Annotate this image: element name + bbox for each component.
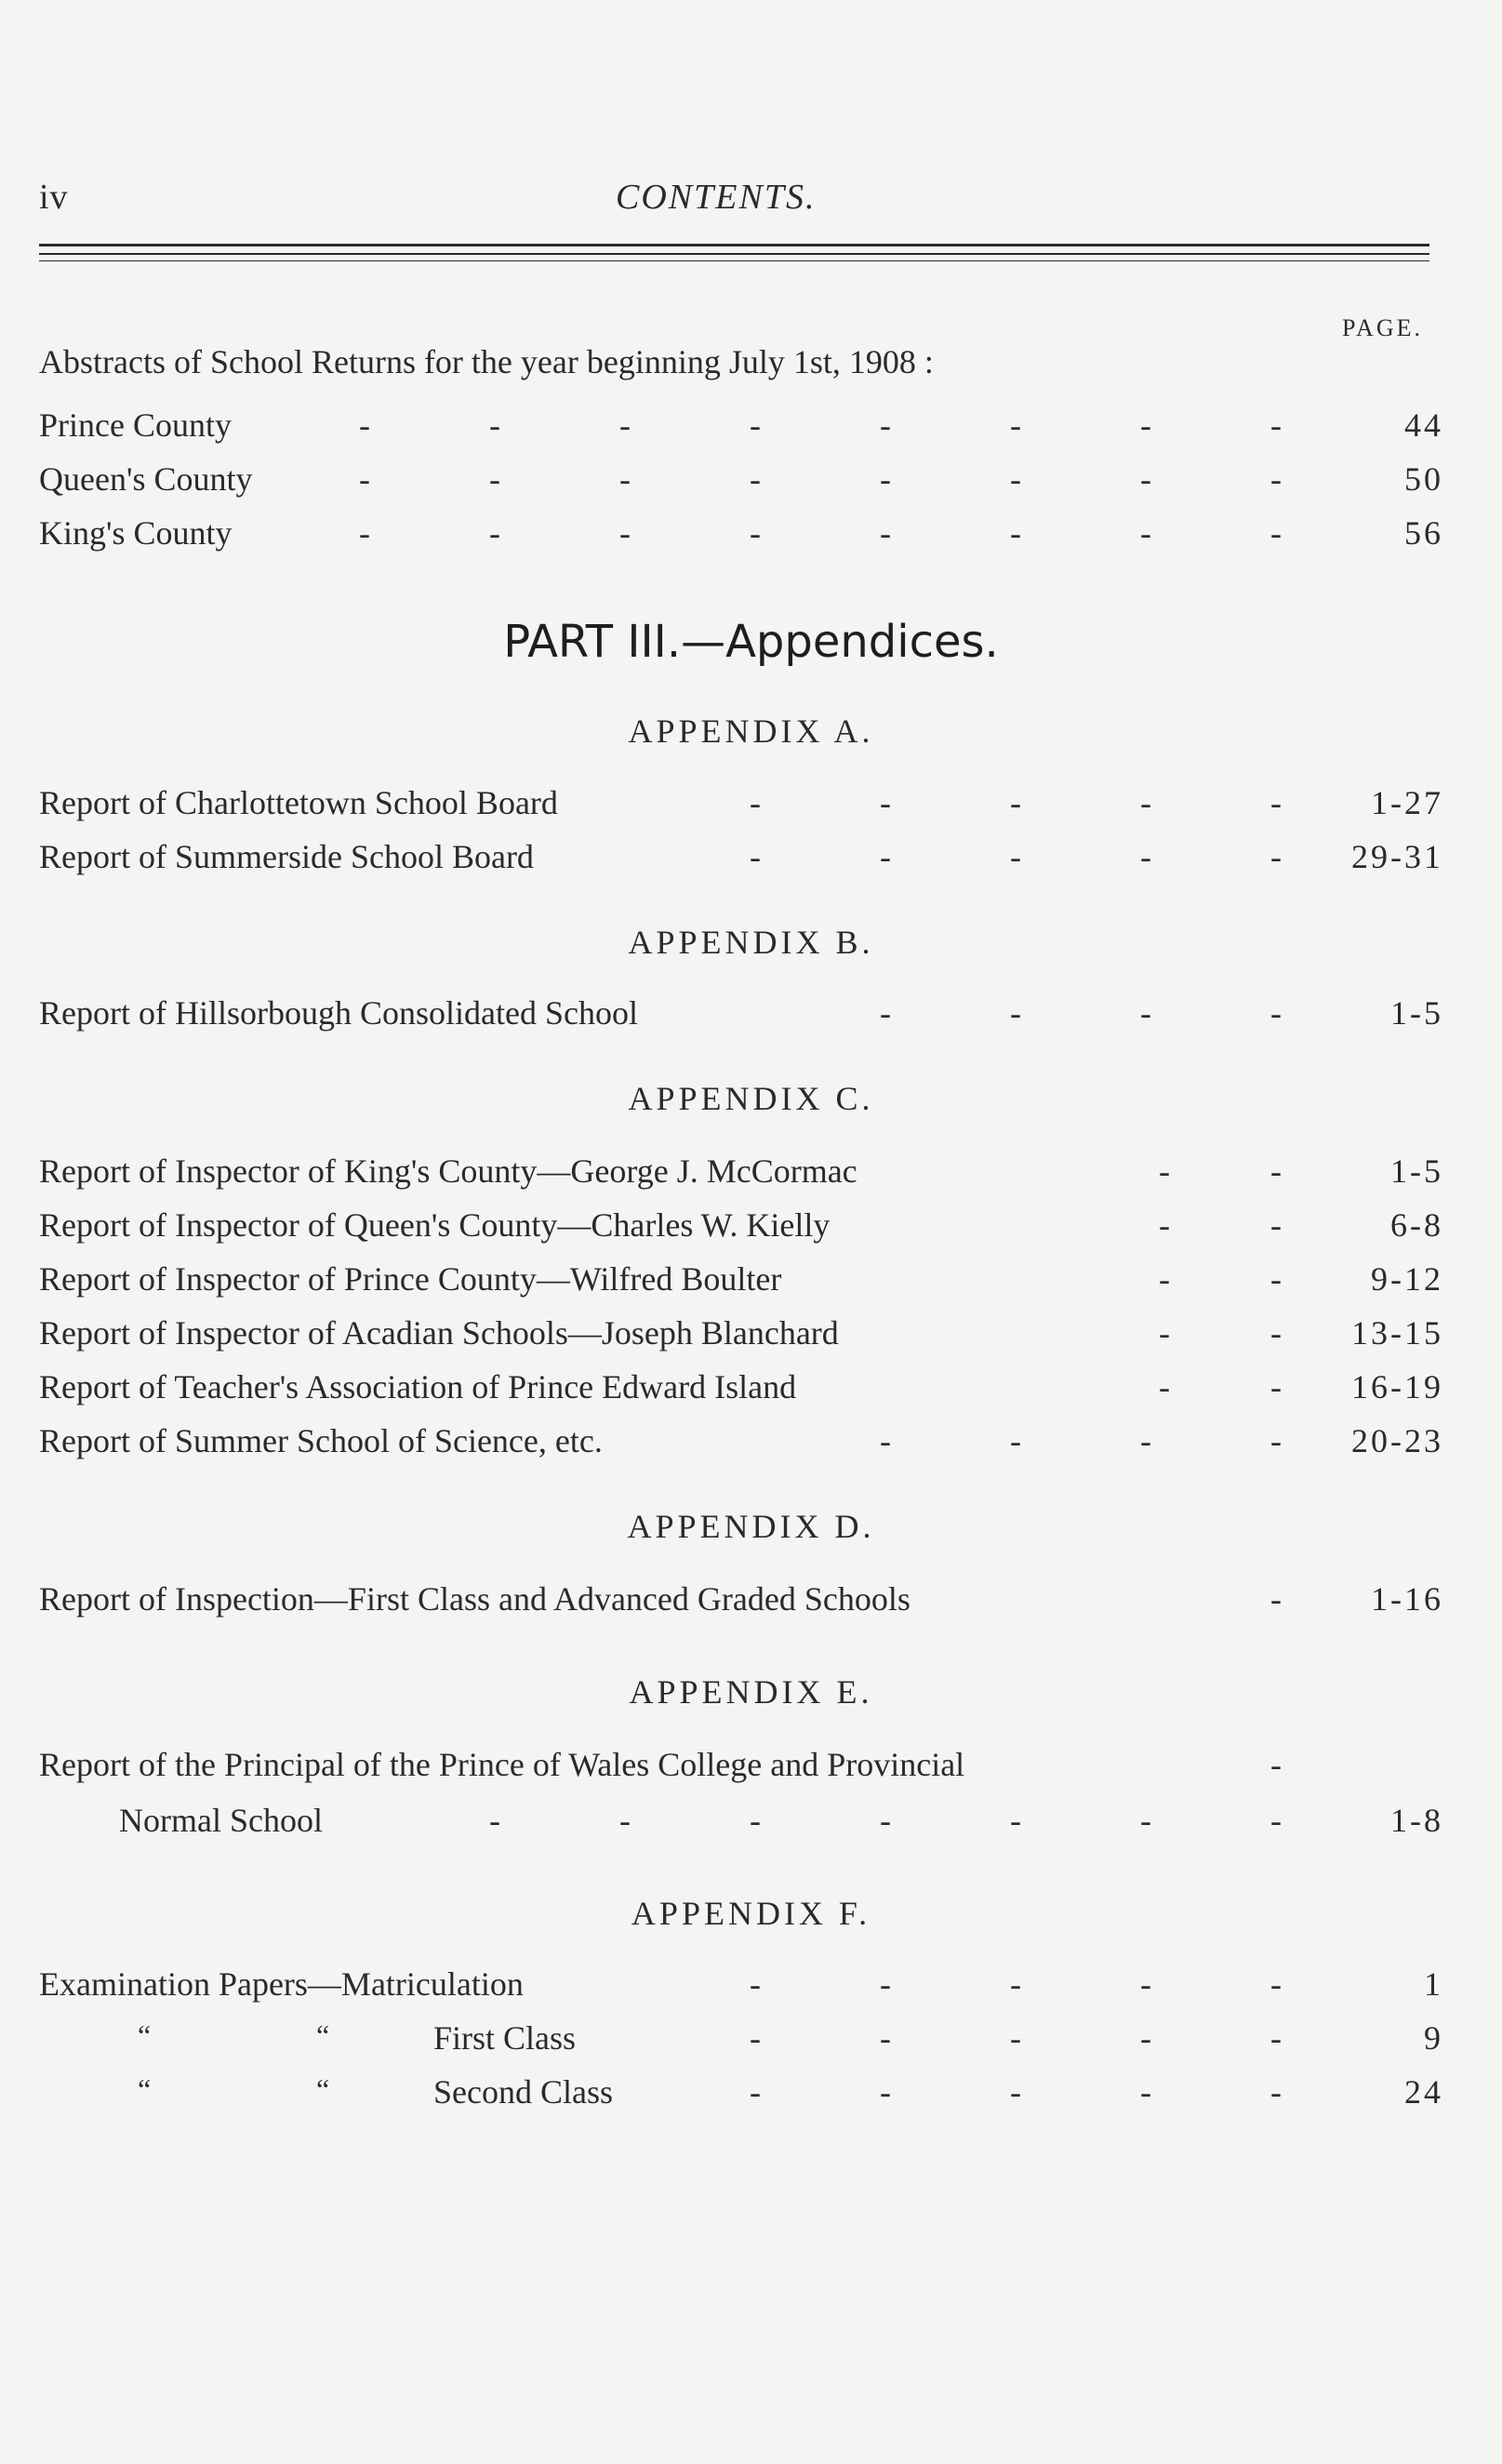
- entry-page-number: 50: [1404, 460, 1443, 498]
- entry-page-number: 16-19: [1351, 1368, 1443, 1405]
- entry-title: Report of Inspector of King's County—George J. McCormac: [39, 1152, 857, 1190]
- entry-title: Report of Charlottetown School Board: [39, 784, 558, 821]
- leader-dash: -: [750, 838, 761, 875]
- leader-dash: -: [1270, 1965, 1282, 2003]
- entry-page-number: 1-5: [1390, 994, 1443, 1032]
- leader-dash: -: [1270, 784, 1282, 821]
- leader-dash: -: [880, 838, 891, 875]
- leader-dash: -: [1270, 406, 1282, 444]
- leader-dash: -: [1140, 1802, 1151, 1839]
- toc-entry: [39, 1313, 1443, 1360]
- leader-dash: -: [1270, 1580, 1282, 1618]
- leader-dash: -: [1140, 838, 1151, 875]
- entry-page-number: 24: [1404, 2073, 1443, 2111]
- toc-entry: [39, 1205, 1443, 1252]
- leader-dash: -: [1010, 784, 1021, 821]
- abstracts-heading: [39, 342, 1443, 389]
- entry-page-number: 9: [1424, 2019, 1443, 2057]
- entry-page-number: 1-27: [1371, 784, 1443, 821]
- leader-dash: -: [1140, 2019, 1151, 2057]
- toc-entry: [39, 2072, 1443, 2119]
- entry-title: Normal School: [119, 1802, 323, 1839]
- leader-dash: -: [880, 994, 891, 1032]
- toc-entry: [39, 460, 1443, 506]
- leader-dash: -: [1010, 994, 1021, 1032]
- toc-entry: [39, 513, 1443, 560]
- entry-page-number: 29-31: [1351, 838, 1443, 875]
- header-rule: [39, 244, 1429, 246]
- leader-dash: -: [1270, 1260, 1282, 1298]
- entry-title: Report of Summerside School Board: [39, 838, 534, 875]
- entry-title: First Class: [433, 2019, 577, 2057]
- leader-dash: -: [880, 460, 891, 498]
- entry-page-number: 1-16: [1371, 1580, 1443, 1618]
- leader-dash: -: [1140, 406, 1151, 444]
- entry-page-number: 44: [1404, 406, 1443, 444]
- entry-page-number: 9-12: [1371, 1260, 1443, 1298]
- leader-dash: -: [750, 2019, 761, 2057]
- entry-title: Report of Inspector of Acadian Schools—Joseph Blanchard: [39, 1314, 839, 1352]
- entry-title: Abstracts of School Returns for the year beginning July 1st, 1908 :: [39, 343, 934, 380]
- leader-dash: -: [1010, 2019, 1021, 2057]
- leader-dash: -: [1270, 1422, 1282, 1459]
- leader-dash: -: [750, 2073, 761, 2111]
- entry-title: Report of Summer School of Science, etc.: [39, 1422, 603, 1459]
- leader-dash: -: [1010, 514, 1021, 552]
- leader-dash: -: [1140, 994, 1151, 1032]
- leader-dash: -: [1159, 1260, 1170, 1298]
- toc-entry: [39, 783, 1443, 830]
- leader-dash: -: [619, 514, 631, 552]
- toc-entry: [39, 1579, 1443, 1626]
- entry-title: Report of Hillsorbough Consolidated School: [39, 994, 638, 1032]
- running-title: CONTENTS.: [616, 178, 817, 217]
- leader-dash: -: [1010, 1422, 1021, 1459]
- leader-dash: -: [750, 1965, 761, 2003]
- leader-dash: -: [619, 406, 631, 444]
- leader-dash: -: [880, 784, 891, 821]
- entry-title: Report of Inspector of Prince County—Wilfred Boulter: [39, 1260, 782, 1298]
- appendix-d-title: APPENDIX D.: [627, 1508, 875, 1545]
- toc-entry: [39, 1152, 1443, 1198]
- page-number: iv: [39, 178, 69, 217]
- ditto-mark: “: [316, 2018, 330, 2052]
- leader-dash: -: [489, 514, 500, 552]
- leader-dash: -: [1010, 460, 1021, 498]
- leader-dash: -: [1270, 514, 1282, 552]
- leader-dash: -: [619, 460, 631, 498]
- leader-dash: -: [1140, 1965, 1151, 2003]
- leader-dash: -: [1270, 1368, 1282, 1405]
- ditto-mark: “: [138, 2018, 152, 2052]
- leader-dash: -: [1159, 1152, 1170, 1190]
- entry-page-number: 1-5: [1390, 1152, 1443, 1190]
- leader-dash: -: [1140, 514, 1151, 552]
- entry-title: Prince County: [39, 406, 232, 444]
- toc-entry: [39, 406, 1443, 452]
- entry-page-number: 1: [1424, 1965, 1443, 2003]
- toc-entry: [39, 837, 1443, 884]
- page-header: [39, 177, 1434, 223]
- toc-entry-continuation: [39, 1801, 1443, 1847]
- entry-page-number: 56: [1404, 514, 1443, 552]
- leader-dash: -: [1270, 1746, 1282, 1783]
- leader-dash: -: [750, 406, 761, 444]
- leader-dash: -: [1010, 2073, 1021, 2111]
- leader-dash: -: [880, 406, 891, 444]
- leader-dash: -: [1270, 1314, 1282, 1352]
- leader-dash: -: [1140, 460, 1151, 498]
- entry-page-number: 20-23: [1351, 1422, 1443, 1459]
- leader-dash: -: [750, 1802, 761, 1839]
- ditto-mark: “: [138, 2072, 152, 2106]
- leader-dash: -: [880, 1802, 891, 1839]
- toc-entry: [39, 1421, 1443, 1468]
- entry-title: Queen's County: [39, 460, 253, 498]
- leader-dash: -: [750, 460, 761, 498]
- entry-title: Examination Papers—Matriculation: [39, 1965, 524, 2003]
- toc-entry: [39, 993, 1443, 1040]
- toc-entry: [39, 2018, 1443, 2065]
- appendix-a-title: APPENDIX A.: [628, 713, 874, 750]
- entry-title: Second Class: [433, 2073, 613, 2111]
- page-column-heading: PAGE.: [1341, 314, 1423, 341]
- leader-dash: -: [619, 1802, 631, 1839]
- part-title: PART III.—Appendices.: [503, 616, 999, 668]
- leader-dash: -: [1270, 1802, 1282, 1839]
- toc-entry: [39, 1745, 1443, 1791]
- leader-dash: -: [1270, 2073, 1282, 2111]
- header-rule: [39, 260, 1429, 261]
- leader-dash: -: [1270, 1206, 1282, 1244]
- toc-entry: [39, 1965, 1443, 2011]
- leader-dash: -: [359, 460, 370, 498]
- entry-page-number: 6-8: [1390, 1206, 1443, 1244]
- leader-dash: -: [1140, 784, 1151, 821]
- leader-dash: -: [1270, 994, 1282, 1032]
- leader-dash: -: [880, 1965, 891, 2003]
- leader-dash: -: [880, 2073, 891, 2111]
- entry-page-number: 1-8: [1390, 1802, 1443, 1839]
- leader-dash: -: [1270, 460, 1282, 498]
- leader-dash: -: [489, 406, 500, 444]
- leader-dash: -: [1140, 2073, 1151, 2111]
- leader-dash: -: [1010, 406, 1021, 444]
- leader-dash: -: [1010, 1802, 1021, 1839]
- ditto-mark: “: [316, 2072, 330, 2106]
- toc-entry: [39, 1259, 1443, 1306]
- leader-dash: -: [880, 2019, 891, 2057]
- leader-dash: -: [359, 406, 370, 444]
- leader-dash: -: [1159, 1314, 1170, 1352]
- header-rule: [39, 253, 1429, 255]
- leader-dash: -: [489, 1802, 500, 1839]
- leader-dash: -: [750, 514, 761, 552]
- leader-dash: -: [880, 1422, 891, 1459]
- entry-title: Report of Inspection—First Class and Advanced Graded Schools: [39, 1580, 911, 1618]
- leader-dash: -: [1270, 838, 1282, 875]
- appendix-c-title: APPENDIX C.: [628, 1080, 874, 1117]
- leader-dash: -: [1159, 1368, 1170, 1405]
- entry-page-number: 13-15: [1351, 1314, 1443, 1352]
- leader-dash: -: [880, 514, 891, 552]
- leader-dash: -: [1159, 1206, 1170, 1244]
- entry-title: Report of Teacher's Association of Prince Edward Island: [39, 1368, 797, 1405]
- appendix-e-title: APPENDIX E.: [629, 1673, 873, 1711]
- entry-title: Report of Inspector of Queen's County—Charles W. Kielly: [39, 1206, 831, 1244]
- leader-dash: -: [359, 514, 370, 552]
- leader-dash: -: [1270, 1152, 1282, 1190]
- toc-entry: [39, 1367, 1443, 1414]
- leader-dash: -: [1010, 1965, 1021, 2003]
- leader-dash: -: [1010, 838, 1021, 875]
- appendix-f-title: APPENDIX F.: [631, 1895, 871, 1932]
- appendix-b-title: APPENDIX B.: [628, 924, 874, 961]
- leader-dash: -: [750, 784, 761, 821]
- leader-dash: -: [489, 460, 500, 498]
- entry-title: Report of the Principal of the Prince of Wales College and Provincial: [39, 1746, 965, 1783]
- leader-dash: -: [1270, 2019, 1282, 2057]
- leader-dash: -: [1140, 1422, 1151, 1459]
- entry-title: King's County: [39, 514, 233, 552]
